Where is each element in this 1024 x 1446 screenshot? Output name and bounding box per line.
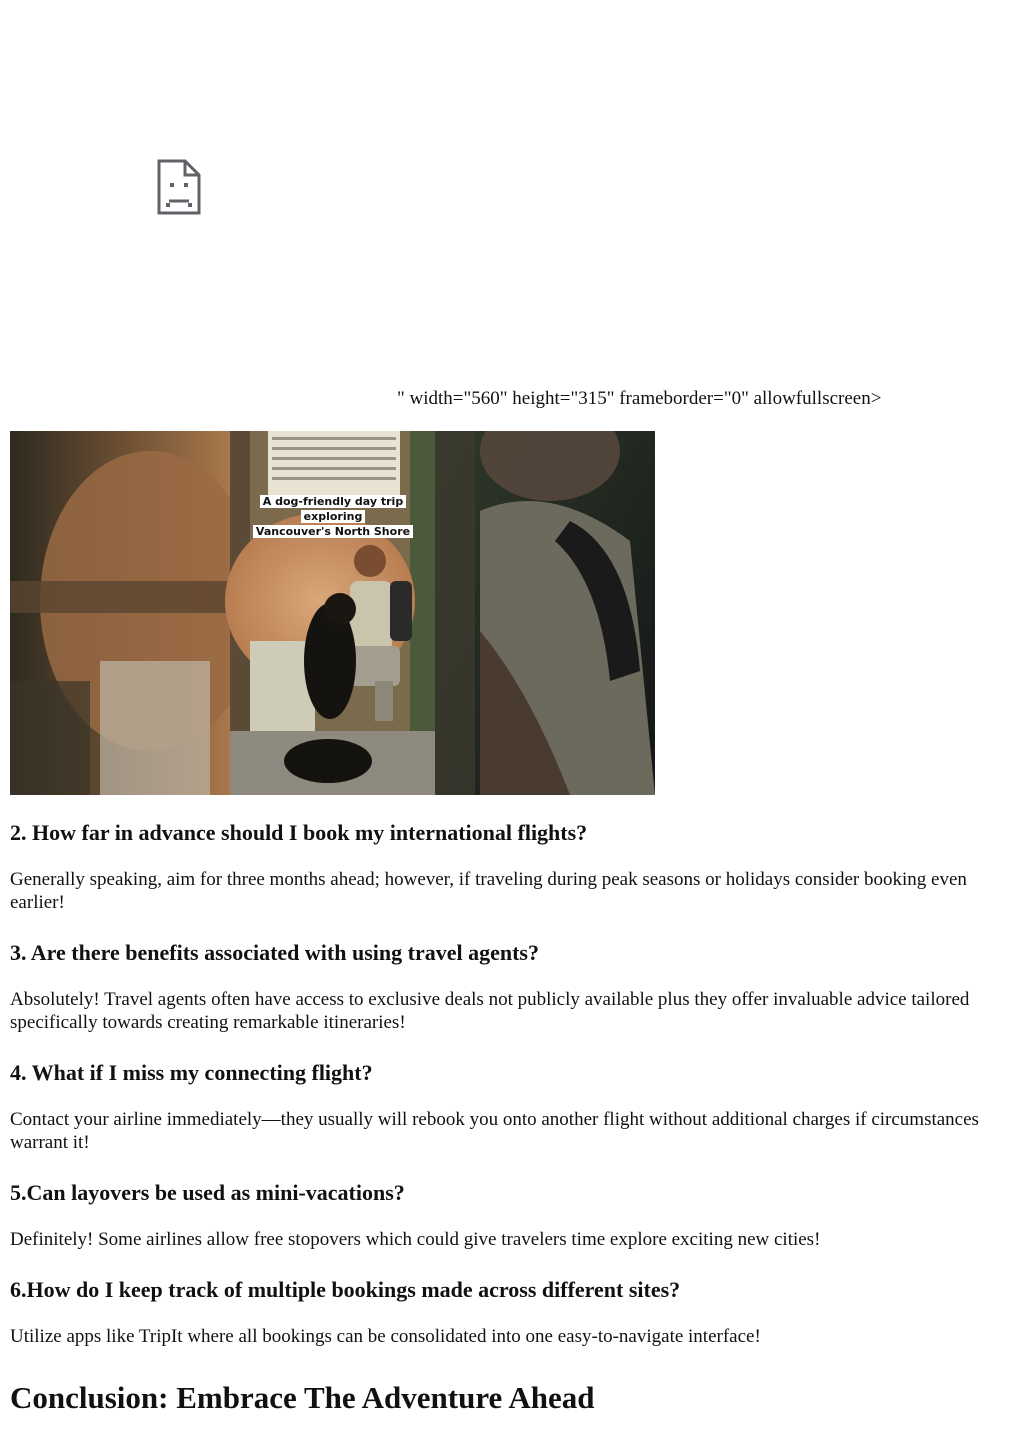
faq-question-6: 6.How do I keep track of multiple bookings made across different sites?	[10, 1277, 681, 1302]
photo-caption	[240, 494, 426, 539]
photo-caption-line-2: Vancouver's North Shore	[253, 525, 413, 538]
faq-answer-3: Absolutely! Travel agents often have access to exclusive deals not publicly available plus they offer invaluable advice tailored specifically towards creating remarkable itineraries!	[10, 989, 970, 1033]
faq-section	[10, 818, 1014, 1418]
faq-answer-5: Definitely! Some airlines allow free stopovers which could give travelers time explore exciting new cities!	[10, 1229, 821, 1250]
faq-answer-6: Utilize apps like TripIt where all bookings can be consolidated into one easy-to-navigate interface!	[10, 1326, 761, 1347]
broken-document-icon	[157, 159, 201, 215]
photo-caption-line-1: A dog-friendly day trip exploring	[260, 495, 406, 523]
faq-answer-4: Contact your airline immediately—they usually will rebook you onto another flight without additional charges if circumstances warrant it!	[10, 1109, 979, 1153]
faq-question-4: 4. What if I miss my connecting flight?	[10, 1060, 373, 1085]
faq-question-3: 3. Are there benefits associated with using travel agents?	[10, 940, 539, 965]
faq-answer-2: Generally speaking, aim for three months ahead; however, if traveling during peak seasons or holidays consider booking even earlier!	[10, 869, 967, 913]
conclusion-heading: Conclusion: Embrace The Adventure Ahead	[10, 1380, 595, 1415]
stray-markup-text: " width="560" height="315" frameborder="0" allowfullscreen>	[397, 388, 882, 409]
faq-question-2: 2. How far in advance should I book my international flights?	[10, 820, 588, 845]
article-photo	[10, 431, 655, 795]
faq-question-5: 5.Can layovers be used as mini-vacations?	[10, 1180, 405, 1205]
